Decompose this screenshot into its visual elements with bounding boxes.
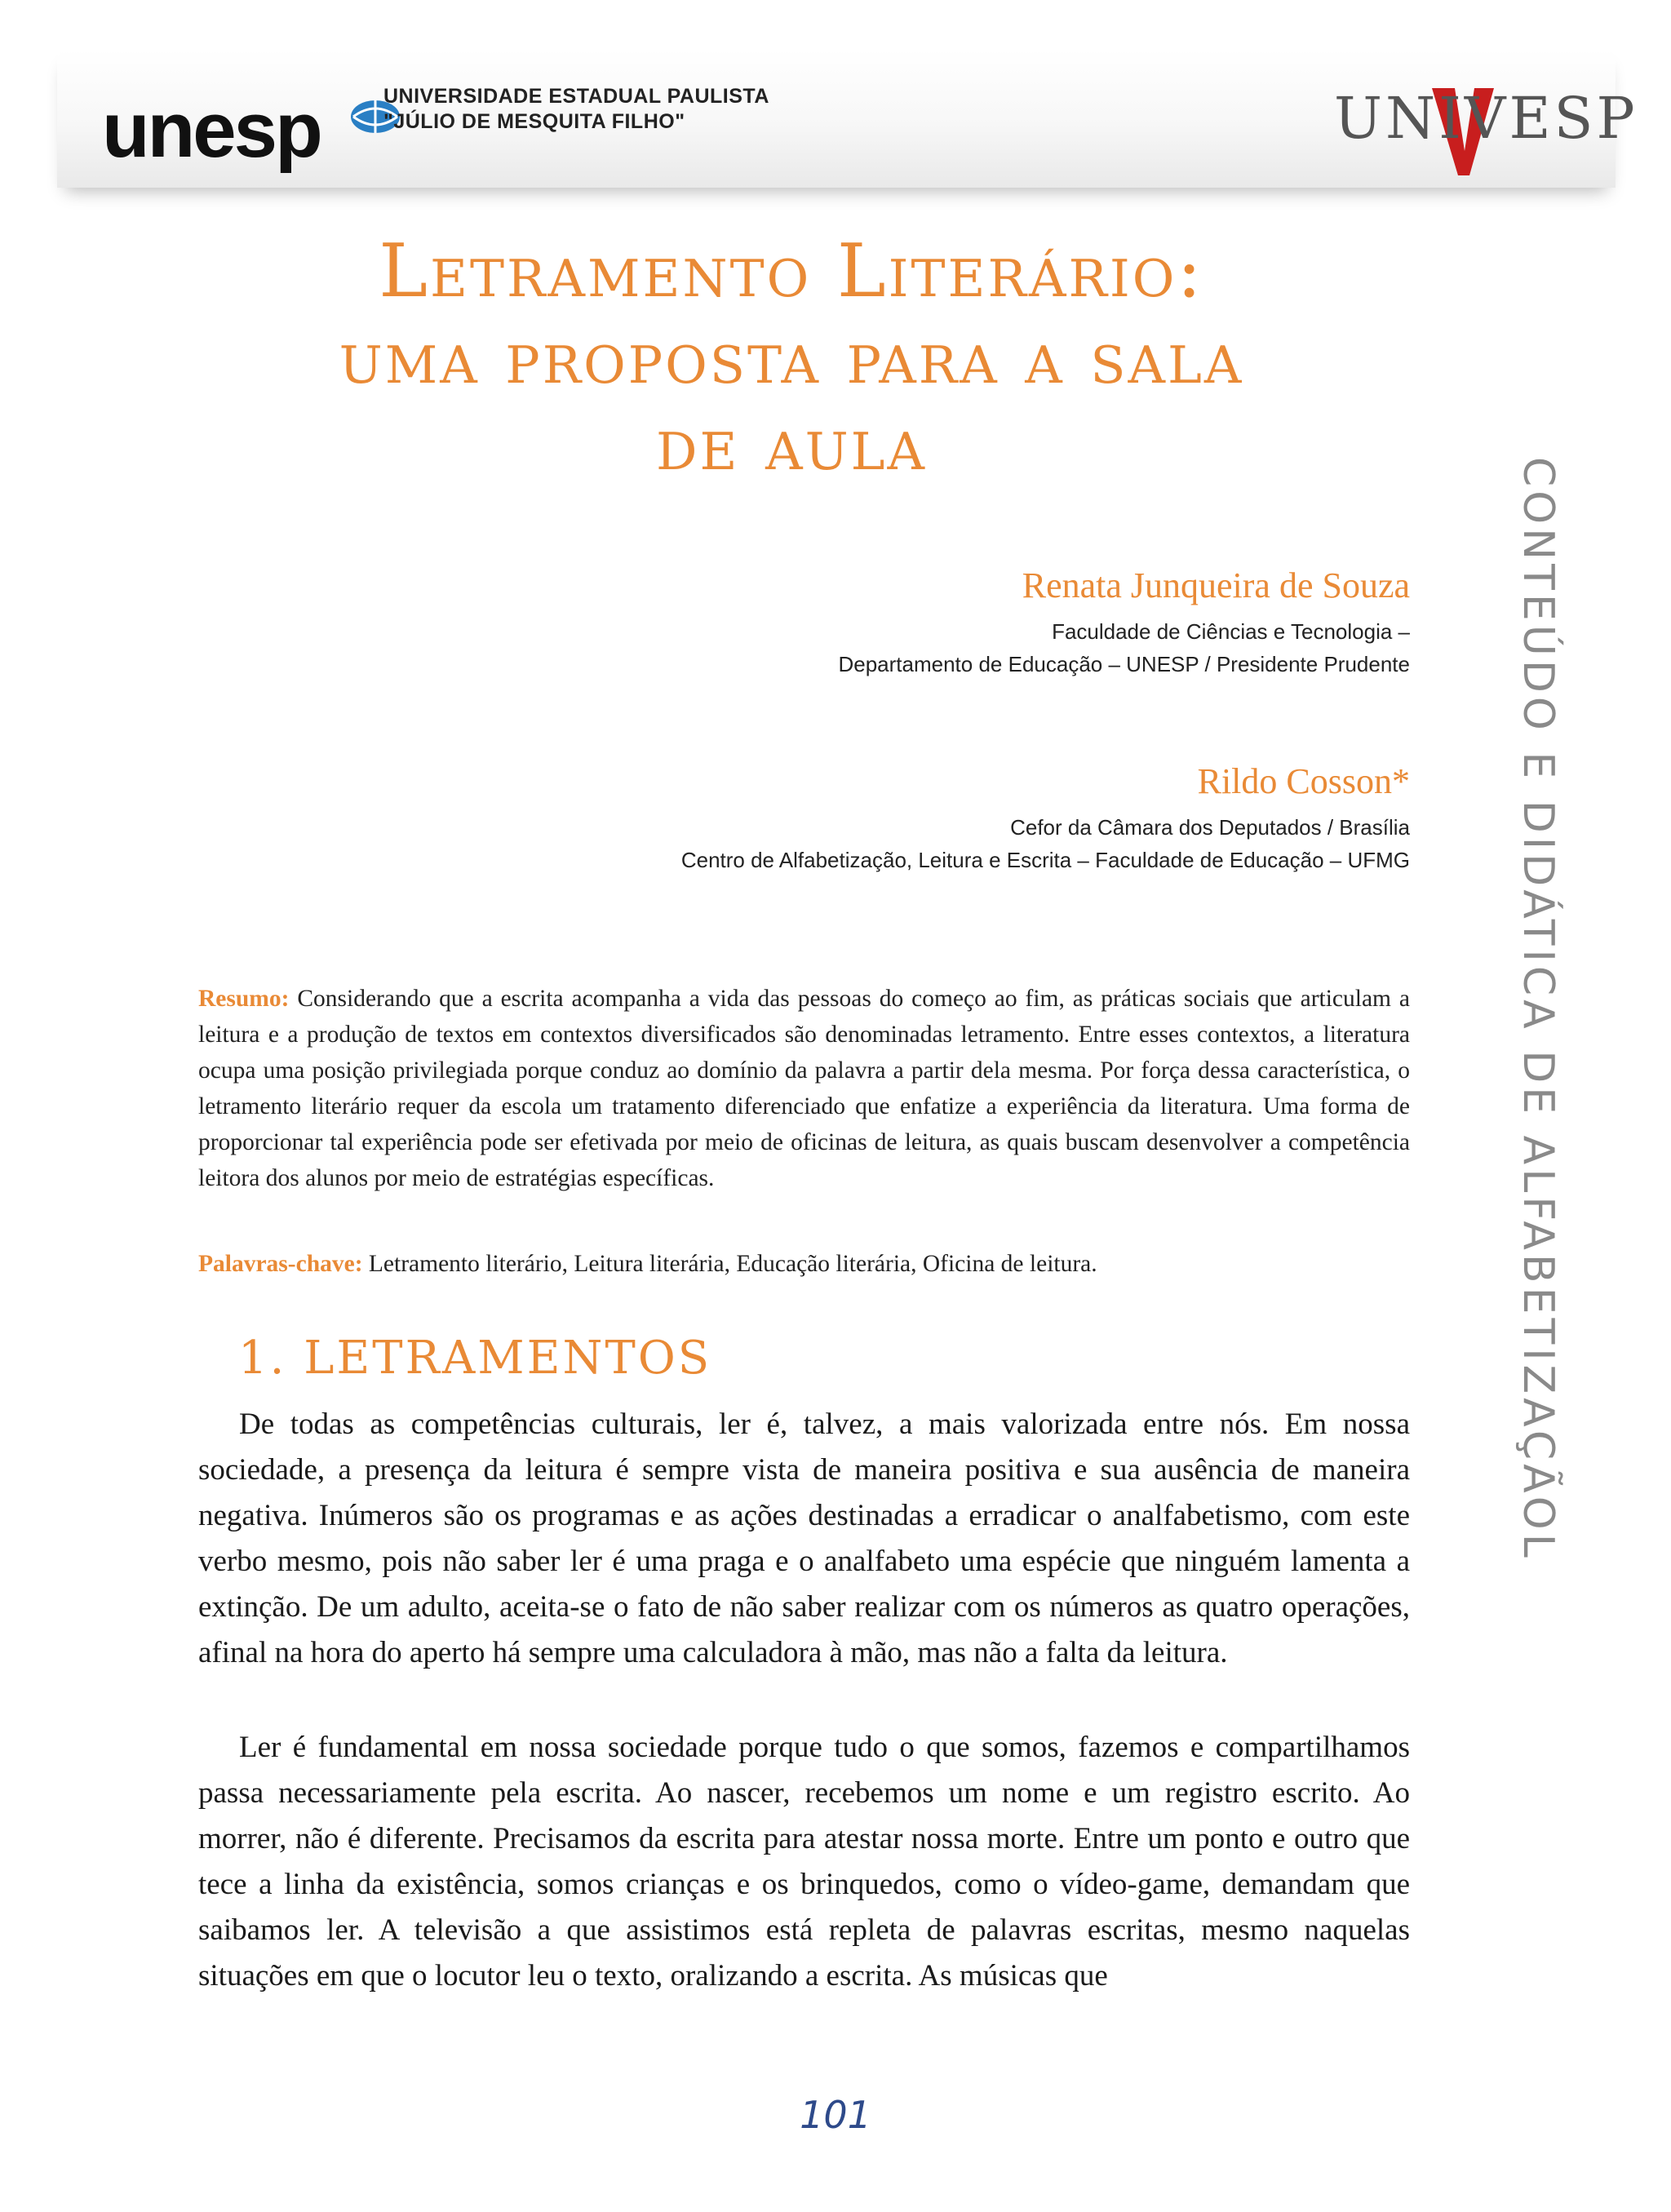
univesp-logo xyxy=(1334,73,1638,180)
title-line-1: Letramento Literário: xyxy=(379,228,1204,314)
keywords-text: Letramento literário, Leitura literária, Educação literária, Oficina de leitura. xyxy=(368,1251,1097,1277)
unesp-logo xyxy=(102,86,371,175)
univesp-logo-text: UNIVESP xyxy=(1334,85,1638,152)
keywords-label: Palavras-chave: xyxy=(198,1251,363,1277)
author-2 xyxy=(681,759,1410,876)
author-1-affiliation-2: Departamento de Educação – UNESP / Presidente Prudente xyxy=(838,652,1410,676)
body-paragraph-1: De todas as competências culturais, ler é, talvez, a mais valorizada entre nós. Em nossa sociedade, a presença da leitura é sempre vista de maneira positiva e sua ausência de maneira negativa. Inúmeros são os programas e as ações destinadas a erradicar o analfabetismo, com este verbo mesmo, pois não saber ler é uma praga e o analfabeto uma espécie que ninguém lamenta a extinção. De um adulto, aceita-se o fato de não saber realizar com os números as quatro operações, afinal na hora do aperto há sempre uma calculadora à mão, mas não a falta da leitura. xyxy=(198,1407,1410,1669)
abstract-label: Resumo: xyxy=(198,986,290,1012)
abstract xyxy=(198,981,1410,1196)
author-1-affiliation-1: Faculdade de Ciências e Tecnologia – xyxy=(1052,619,1410,644)
author-2-affiliation-1: Cefor da Câmara dos Deputados / Brasília xyxy=(1010,815,1410,840)
university-name xyxy=(383,84,769,135)
author-2-name: Rildo Cosson* xyxy=(1197,761,1410,801)
university-name-line2: "JÚLIO DE MESQUITA FILHO" xyxy=(383,110,685,133)
author-1-name: Renata Junqueira de Souza xyxy=(1022,565,1410,605)
university-name-line1: UNIVERSIDADE ESTADUAL PAULISTA xyxy=(383,85,769,108)
author-1 xyxy=(838,563,1410,680)
article-title xyxy=(163,228,1420,488)
abstract-text: Considerando que a escrita acompanha a vida das pessoas do começo ao fim, as práticas sociais que articulam a leitura e a produção de textos em contextos diversificados são denominadas letramento. Entre esses contextos, a literatura ocupa uma posição privilegiada porque conduz ao domínio da palavra a partir dela mesma. Por força dessa característica, o letramento literário requer da escola um tratamento diferenciado que enfatize a experiência da literatura. Uma forma de proporcionar tal experiência pode ser efetivada por meio de oficinas de leitura, as quais buscam desenvolver a competência leitora dos alunos por meio de estratégias específicas. xyxy=(198,986,1411,1191)
page-number: 101 xyxy=(800,2093,871,2137)
keywords xyxy=(198,1246,1410,1282)
side-section-label: CONTEÚDO E DIDÁTICA DE ALFABETIZAÇÃOL xyxy=(1514,457,1562,1562)
page-header xyxy=(57,49,1638,188)
title-line-3: de aula xyxy=(655,401,928,487)
section-heading: 1. LETRAMENTOS xyxy=(238,1332,712,1385)
title-line-2: uma proposta para a sala xyxy=(339,315,1244,401)
author-2-affiliation-2: Centro de Alfabetização, Leitura e Escrita – Faculdade de Educação – UFMG xyxy=(680,848,1410,872)
body-paragraph-2: Ler é fundamental em nossa sociedade porque tudo o que somos, fazemos e compartilhamos passa necessariamente pela escrita. Ao nascer, recebemos um nome e um registro escrito. Ao morrer, não é diferente. Precisamos da escrita para atestar nossa morte. Entre um ponto e outro que tece a linha da existência, somos crianças e os brinquedos, como o vídeo-game, demandam que saibamos ler. A televisão a que assistimos está repleta de palavras escritas, mesmo naquelas situações em que o locutor leu o texto, oralizando a escrita. As músicas que xyxy=(198,1731,1410,1993)
unesp-logo-text: unesp xyxy=(102,86,321,174)
